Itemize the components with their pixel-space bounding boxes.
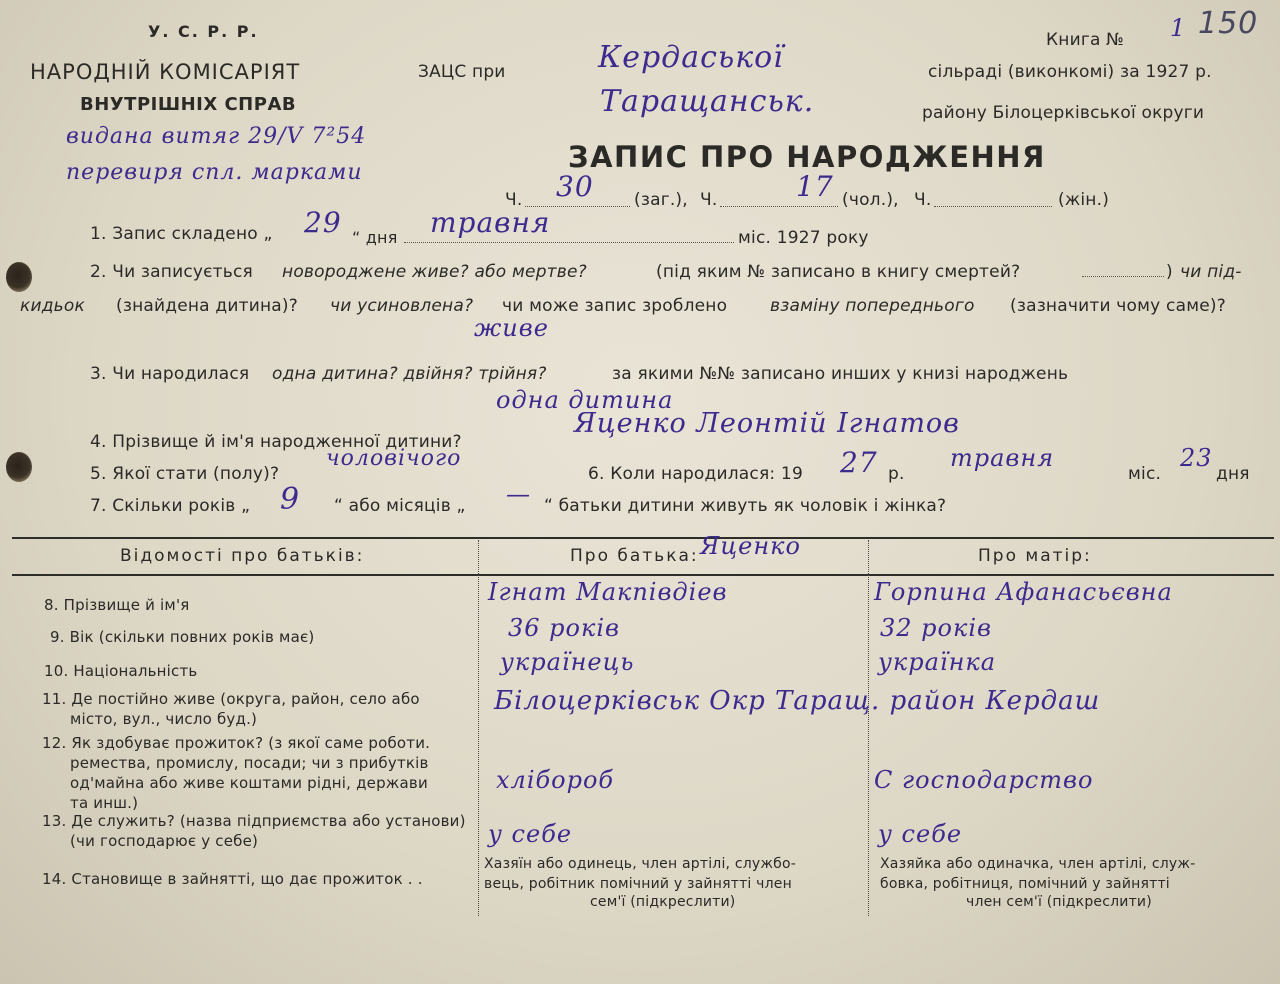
father-status-c: сем'ї (підкреслити): [590, 894, 736, 910]
q3-a: 3. Чи народилася: [90, 364, 250, 384]
commissariat-line-2: ВНУТРІШНІХ СПРАВ: [80, 94, 297, 115]
num-label-2: Ч.: [700, 190, 718, 210]
row-label-11b: місто, вул., число буд.): [70, 710, 258, 728]
q1-a: 1. Запис складено „: [90, 224, 273, 244]
father-status-a: Хазяїн або одинець, член артілі, службо-: [484, 856, 797, 872]
pencil-number: 150: [1198, 6, 1259, 41]
q3-b: одна дитина? двійня? трійня?: [272, 364, 547, 384]
q7-months: —: [506, 480, 531, 508]
row-label-13a: 13. Де служить? (назва підприємства або установи): [42, 812, 466, 830]
village-council-line: сільраді (виконкомі) за 1927 р.: [928, 62, 1212, 82]
row-label-9: 9. Вік (скільки повних років має): [50, 628, 315, 646]
num-male: 17: [796, 170, 834, 203]
row-label-12c: од'майна або живе коштами рідні, держави: [70, 774, 428, 792]
q6-month: травня: [950, 444, 1055, 472]
row-label-11a: 11. Де постійно живе (округа, район, село або: [42, 690, 420, 708]
q5-answer: чоловічого: [326, 446, 462, 471]
row-label-8: 8. Прізвище й ім'я: [44, 596, 190, 614]
num-label-male: (чол.),: [842, 190, 899, 210]
father-workplace: у себе: [488, 820, 573, 848]
q2-g: (знайдена дитина)?: [116, 296, 298, 316]
q7-c: “ батьки дитини живуть як чоловік і жінка?: [544, 496, 947, 516]
q1-day: 29: [304, 206, 342, 239]
mother-workplace: у себе: [878, 820, 963, 848]
district-name: Таращанськ.: [600, 84, 815, 119]
q6-r: р.: [888, 464, 905, 484]
col-header-parents: Відомості про батьків:: [120, 546, 365, 566]
col-header-mother: Про матір:: [978, 546, 1092, 566]
col-header-father: Про батька:: [570, 546, 699, 566]
mother-status-b: бовка, робітниця, помічний у зайнятті: [880, 876, 1170, 892]
q2-d: ): [1166, 262, 1173, 282]
q2-k: (зазначити чому саме)?: [1010, 296, 1226, 316]
q4-label: 4. Прізвище й ім'я народженної дитини?: [90, 432, 462, 452]
handwritten-note-1: видана витяг 29/V 7²54: [66, 124, 367, 149]
mother-occupation: С господарство: [874, 766, 1094, 794]
q6-label: 6. Коли народилася: 19: [588, 464, 803, 484]
zags-label: ЗАЦС при: [418, 62, 506, 82]
q2-b: новороджене живе? або мертве?: [282, 262, 587, 282]
residence: Білоцерківськ Окр Таращ. район Кердаш: [494, 686, 1101, 716]
row-label-12d: та инш.): [70, 794, 139, 812]
q6-year-digit: 27: [840, 446, 878, 479]
q1-month-line: [404, 242, 734, 243]
num-line-3: [934, 206, 1052, 207]
document-title: ЗАПИС ПРО НАРОДЖЕННЯ: [568, 140, 1046, 174]
table-col-divider-2: [868, 540, 869, 916]
mother-nationality: українка: [878, 648, 997, 676]
q1-c: міс. 1927 року: [738, 228, 869, 248]
table-header-rule: [12, 574, 1274, 576]
father-age: 36 років: [508, 614, 620, 642]
q2-answer: живе: [474, 314, 549, 342]
q2-e: чи під-: [1180, 262, 1242, 282]
q1-month: травня: [430, 206, 551, 239]
table-top-rule: [12, 537, 1274, 539]
q2-j: взаміну попереднього: [770, 296, 975, 316]
punch-hole-top: [6, 262, 32, 292]
num-total: 30: [556, 170, 594, 203]
q3-answer: одна дитина: [496, 386, 674, 414]
q2-c: (під яким № записано в книгу смертей?: [656, 262, 1021, 282]
father-surname-note: Яценко: [700, 532, 801, 560]
q2-i: чи може запис зроблено: [502, 296, 728, 316]
q6-mis: міс.: [1128, 464, 1162, 484]
num-line-2: [720, 206, 838, 207]
q6-day: 23: [1180, 444, 1213, 472]
num-label-female: (жін.): [1058, 190, 1110, 210]
handwritten-note-2: перевиря спл. марками: [66, 160, 363, 185]
mother-age: 32 років: [880, 614, 992, 642]
q6-dnya: дня: [1216, 464, 1250, 484]
district-line: району Білоцерківської округи: [922, 103, 1205, 123]
q4-answer: Яценко Леонтій Ігнатов: [574, 408, 960, 439]
row-label-10: 10. Національність: [44, 662, 198, 680]
q2-f: кидьок: [20, 296, 85, 316]
q2-a: 2. Чи записується: [90, 262, 253, 282]
book-number: 1: [1170, 14, 1187, 42]
father-name: Ігнат Макпівдіев: [488, 578, 728, 606]
father-status-b: вець, робітник помічний у зайнятті член: [484, 876, 792, 892]
num-label-1: Ч.: [505, 190, 523, 210]
row-label-12a: 12. Як здобуває прожиток? (з якої саме роботи.: [42, 734, 431, 752]
q7-b: “ або місяців „: [334, 496, 466, 516]
num-label-total: (заг.),: [634, 190, 688, 210]
row-label-14: 14. Становище в зайнятті, що дає прожиток . .: [42, 870, 423, 888]
commissariat-line-1: НАРОДНІЙ КОМІСАРІЯТ: [30, 60, 301, 84]
mother-status-c: член сем'ї (підкреслити): [966, 894, 1152, 910]
q2-h: чи усиновлена?: [330, 296, 474, 316]
q3-c: за якими №№ записано инших у книзі народжень: [612, 364, 1069, 384]
q7-years: 9: [280, 482, 301, 517]
row-label-12b: ремества, промислу, посади; чи з прибутків: [70, 754, 429, 772]
num-label-3: Ч.: [914, 190, 932, 210]
q2-line: [1082, 276, 1164, 277]
mother-status-a: Хазяйка або одиначка, член артілі, служ-: [880, 856, 1196, 872]
punch-hole-bottom: [6, 452, 32, 482]
q7-a: 7. Скільки років „: [90, 496, 251, 516]
father-occupation: хлібороб: [496, 766, 615, 794]
book-label: Книга №: [1046, 30, 1125, 50]
ussr-heading: У. С. Р. Р.: [148, 22, 259, 41]
mother-name: Горпина Афанасьєвна: [874, 578, 1173, 606]
father-nationality: українець: [500, 648, 635, 676]
table-col-divider-1: [478, 540, 479, 916]
row-label-13b: (чи господарює у себе): [70, 832, 259, 850]
q5-label: 5. Якої стати (полу)?: [90, 464, 280, 484]
village-name: Кердаської: [598, 40, 784, 75]
q1-b: “ дня: [352, 228, 398, 247]
